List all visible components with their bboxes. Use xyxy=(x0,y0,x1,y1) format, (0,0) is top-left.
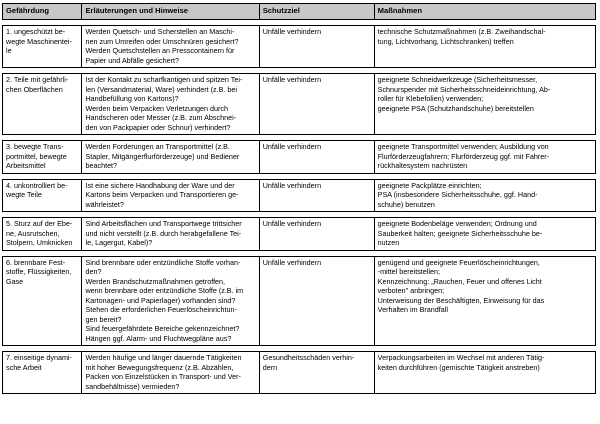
notes-cell: Sind Arbeitsflächen und Transportwege trittsicher und nicht verstellt (z.B. durch herabgefallene Tei- le, Lagergut, Kabel)? xyxy=(82,218,259,251)
header-measures: Maßnahmen xyxy=(374,4,595,20)
hazard-cell: 3. bewegte Trans- portmittel, bewegte Arbeitsmittel xyxy=(3,141,82,174)
notes-cell: Ist eine sichere Handhabung der Ware und der Kartons beim Verpacken und Transportieren ge- währleistet? xyxy=(82,179,259,212)
notes-cell: Werden Quetsch- und Scherstellen an Maschi- nen zum Umreifen oder Umschnüren gesichert? Werden Quetschstellen an Presscontainern für Papier und Abfälle gesichert? xyxy=(82,26,259,68)
hazard-assessment-table xyxy=(2,3,596,394)
goal-cell: Unfälle verhindern xyxy=(259,74,374,135)
hazard-cell: 4. unkontrolliert be- wegte Teile xyxy=(3,179,82,212)
measures-cell: technische Schutzmaßnahmen (z.B. Zweihandschal- tung, Lichtvorhang, Lichtschranken) treffen xyxy=(374,26,595,68)
table-row xyxy=(3,74,596,135)
measures-cell: geeignete Schneidwerkzeuge (Sicherheitsmesser, Schnurspender mit Sicherheitsschneideinrichtung, Ab- roller für Klebefolien) verwenden; geeignete PSA (Schutzhandschuhe) bereitstellen xyxy=(374,74,595,135)
measures-cell: Verpackungsarbeiten im Wechsel mit anderen Tätig- keiten durchführen (gemischte Tätigkeit anstreben) xyxy=(374,352,595,394)
header-notes: Erläuterungen und Hinweise xyxy=(82,4,259,20)
header-goal: Schutzziel xyxy=(259,4,374,20)
hazard-cell: 5. Sturz auf der Ebe- ne, Ausrutschen, Stolpern, Umknicken xyxy=(3,218,82,251)
measures-cell: geeignete Bodenbeläge verwenden; Ordnung und Sauberkeit halten; geeignete Sicherheitsschuhe be- nutzen xyxy=(374,218,595,251)
header-hazard: Gefährdung xyxy=(3,4,82,20)
table-row xyxy=(3,352,596,394)
goal-cell: Gesundheitsschäden verhin- dern xyxy=(259,352,374,394)
goal-cell: Unfälle verhindern xyxy=(259,179,374,212)
goal-cell: Unfälle verhindern xyxy=(259,256,374,346)
hazard-cell: 6. brennbare Fest- stoffe, Flüssigkeiten, Gase xyxy=(3,256,82,346)
hazard-cell: 7. einseitige dynami- sche Arbeit xyxy=(3,352,82,394)
table-row xyxy=(3,218,596,251)
notes-cell: Sind brennbare oder entzündliche Stoffe vorhan- den? Werden Brandschutzmaßnahmen getroffen, wenn brennbare oder entzündliche Stoffe (z.B. im Kartonagen- und Papierlager) vorhanden sind? Stehen die erforderlichen Feuerlöscheinrichtun- gen bereit? Sind feuergefährdete Bereiche gekennzeichnet? Hängen ggf. Alarm- und Fluchtwegpläne aus? xyxy=(82,256,259,346)
goal-cell: Unfälle verhindern xyxy=(259,141,374,174)
measures-cell: genügend und geeignete Feuerlöscheinrichtungen, -mittel bereitstellen; Kennzeichnung: „Rauchen, Feuer und offenes Licht verboten" anbringen; Unterweisung der Beschäftigten, Einweisung für das Verhalten im Brandfall xyxy=(374,256,595,346)
notes-cell: Werden häufige und länger dauernde Tätigkeiten mit hoher Bewegungsfrequenz (z.B. Abzählen, Packen von Einzelstücken in Transport- und Ver- sandbehältnisse) vermieden? xyxy=(82,352,259,394)
table-row xyxy=(3,256,596,346)
goal-cell: Unfälle verhindern xyxy=(259,26,374,68)
measures-cell: geeignete Packplätze einrichten; PSA (insbesondere Sicherheitsschuhe, ggf. Hand- schuhe) benutzen xyxy=(374,179,595,212)
measures-cell: geeignete Transportmittel verwenden; Ausbildung von Flurförderzeugfahrern; Flurförderzeug ggf. mit Fahrer- rückhaltesystem nachrüsten xyxy=(374,141,595,174)
notes-cell: Werden Forderungen an Transportmittel (z.B. Stapler, Mitgängerflurförderzeuge) und Bediener beachtet? xyxy=(82,141,259,174)
table-row xyxy=(3,141,596,174)
table-header-row xyxy=(3,4,596,20)
hazard-cell: 2. Teile mit gefährli- chen Oberflächen xyxy=(3,74,82,135)
table-row xyxy=(3,179,596,212)
table-row xyxy=(3,26,596,68)
hazard-cell: 1. ungeschützt be- wegte Maschinentei- le xyxy=(3,26,82,68)
notes-cell: Ist der Kontakt zu scharfkantigen und spitzen Tei- len (Versandmaterial, Ware) verhindert (z.B. bei Handbefüllung von Kartons)? Werden beim Verpacken Verletzungen durch Handscheren oder Messer (z.B. zum Abschnei- den von Packpapier oder Schnur) verhindert? xyxy=(82,74,259,135)
goal-cell: Unfälle verhindern xyxy=(259,218,374,251)
